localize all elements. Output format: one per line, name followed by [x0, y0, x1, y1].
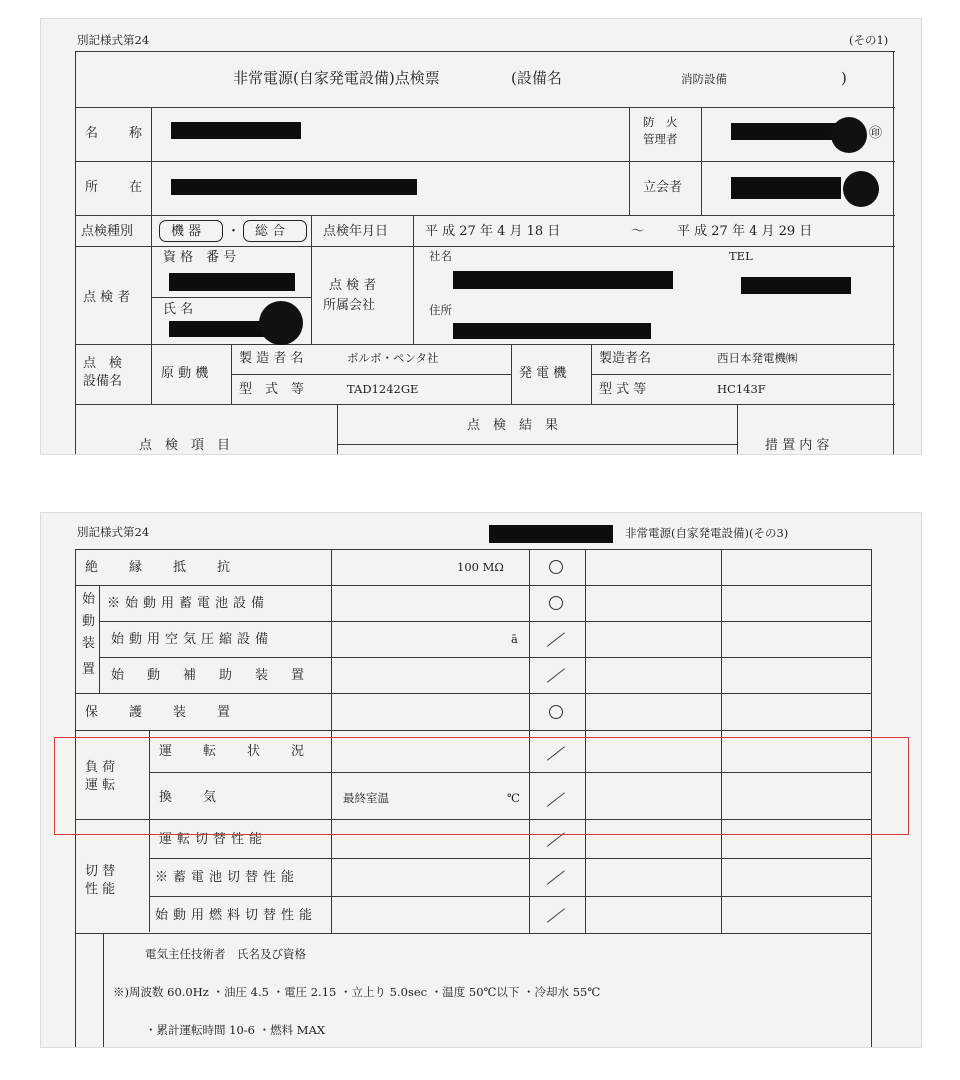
type-equipment: 機 器 — [171, 224, 202, 239]
group-start-device-char-3: 装 — [82, 636, 96, 651]
row-ventilation-unit: ℃ — [507, 791, 520, 805]
page-number: (その1) — [849, 33, 889, 47]
inspector-name-label: 氏 名 — [163, 302, 194, 317]
row-insulation-label: 絶 縁 抵 抗 — [85, 560, 240, 575]
redacted-company-name — [453, 271, 673, 289]
generator-label: 発 電 機 — [519, 366, 567, 381]
row-start-aux-mark-slash — [547, 668, 565, 683]
redacted-address — [171, 179, 417, 195]
row-start-aux-label: 始 動 補 助 装 置 — [111, 668, 310, 683]
row-battery-switch-mark-slash — [547, 870, 565, 885]
redacted-header-field — [489, 525, 613, 543]
engine-model-label: 型 式 等 — [239, 382, 305, 397]
date-tilde: ～ — [631, 224, 645, 239]
spec-notes-line: ※)周波数 60.0Hz ・油圧 4.5 ・電圧 2.15 ・立上り 5.0sec ・温度 50℃以下 ・冷却水 55℃ — [113, 985, 601, 999]
check-result-header: 点 検 結 果 — [467, 418, 559, 433]
row-air-compressor-label: 始動用空気圧縮設備 — [111, 632, 274, 647]
sheet-title: 非常電源(自家発電設備)点検票 — [233, 69, 440, 87]
inspector-seal-stamp — [259, 301, 303, 345]
redacted-name — [171, 122, 301, 139]
inspection-date-label: 点検年月日 — [323, 224, 389, 239]
generator-manufacturer-label: 製造者名 — [599, 351, 652, 366]
seal-mark: ㊞ — [869, 126, 883, 141]
company-affiliation-label: 所属会社 — [323, 298, 376, 313]
tel-label: TEL — [729, 249, 753, 263]
redacted-fire-manager — [731, 123, 841, 140]
inspection-date-to: 平 成 27 年 4 月 29 日 — [677, 224, 813, 239]
check-items-header: 点 検 項 目 — [139, 438, 231, 453]
equipment-label-1: 点 検 — [83, 356, 123, 371]
equipment-label-2: 設備名 — [83, 374, 123, 389]
group-start-device-char-2: 動 — [82, 614, 96, 629]
facility-close: ) — [841, 69, 847, 87]
row-start-battery-label: ※始動用蓄電池設備 — [107, 596, 270, 611]
engine-manufacturer: ボルボ・ペンタ社 — [347, 351, 439, 365]
spec-notes-line-2: ・累計運転時間 10-6 ・燃料 MAX — [145, 1023, 326, 1037]
form-number-page-3: 別記様式第24 — [77, 525, 150, 539]
company-name-label: 社名 — [429, 249, 452, 263]
inspection-date-from: 平 成 27 年 4 月 18 日 — [425, 224, 561, 239]
row-start-battery-mark-circle — [549, 596, 563, 610]
prime-mover-label: 原 動 機 — [161, 366, 209, 381]
facility-label: (設備名 — [511, 69, 562, 87]
redacted-inspector-name — [169, 321, 265, 337]
action-header: 措 置 内 容 — [765, 438, 830, 453]
row-insulation-value: 100 MΩ — [457, 560, 504, 574]
type-general: 総 合 — [255, 224, 286, 239]
name-label: 名 称 — [85, 126, 152, 141]
fire-manager-label-2: 管理者 — [643, 132, 678, 146]
row-battery-switch-label: ※蓄電池切替性能 — [155, 870, 300, 885]
witness-label: 立会者 — [643, 180, 683, 195]
inspector-label: 点 検 者 — [83, 290, 131, 305]
chief-engineer-label: 電気主任技術者 氏名及び資格 — [145, 947, 306, 961]
type-separator: ・ — [227, 224, 241, 239]
form-number: 別記様式第24 — [77, 33, 150, 47]
company-address-label: 住所 — [429, 303, 452, 317]
witness-seal-stamp — [843, 171, 879, 207]
row-air-compressor-mark-slash — [547, 632, 565, 647]
group-switch-label-1: 切 替 — [85, 864, 116, 879]
redacted-tel — [741, 277, 851, 294]
group-start-device-char-1: 始 — [82, 592, 96, 607]
row-fuel-switch-label: 始動用燃料切替性能 — [155, 908, 318, 923]
group-load-label-1: 負 荷 — [85, 760, 116, 775]
row-fuel-switch-mark-slash — [547, 908, 565, 923]
redacted-company-address — [453, 323, 651, 339]
generator-model: HC143F — [717, 382, 766, 396]
engine-manufacturer-label: 製 造 者 名 — [239, 351, 304, 366]
redacted-witness — [731, 177, 841, 199]
inspection-sheet-page-1 — [40, 18, 922, 455]
row-ventilation-label: 換 気 — [159, 790, 226, 805]
row-operation-status-label: 運 転 状 況 — [159, 744, 314, 759]
generator-manufacturer: 西日本発電機㈱ — [717, 351, 798, 365]
row-air-compressor-value: ā — [511, 632, 518, 646]
row-protection-label: 保 護 装 置 — [85, 705, 240, 720]
seal-stamp — [831, 117, 867, 153]
group-load-label-2: 運 転 — [85, 778, 116, 793]
qualification-number-label: 資 格 番 号 — [163, 250, 237, 265]
row-insulation-mark-circle — [549, 560, 563, 574]
engine-model: TAD1242GE — [347, 382, 419, 396]
row-protection-mark-circle — [549, 705, 563, 719]
group-switch-label-2: 性 能 — [85, 882, 116, 897]
row-ventilation-value: 最終室温 — [343, 791, 389, 805]
redacted-qualification-number — [169, 273, 295, 291]
facility-value: 消防設備 — [681, 72, 727, 86]
row-operation-switch-label: 運転切替性能 — [159, 832, 268, 847]
group-start-device-char-4: 置 — [82, 662, 96, 677]
address-label: 所 在 — [85, 180, 152, 195]
inspector-label-2: 点 検 者 — [329, 278, 377, 293]
inspection-type-label: 点検種別 — [81, 224, 134, 239]
page-3-header: 非常電源(自家発電設備)(その3) — [625, 526, 789, 540]
generator-model-label: 型 式 等 — [599, 382, 647, 397]
highlight-box-load-operation — [54, 737, 909, 835]
fire-manager-label-1: 防 火 — [643, 115, 678, 129]
